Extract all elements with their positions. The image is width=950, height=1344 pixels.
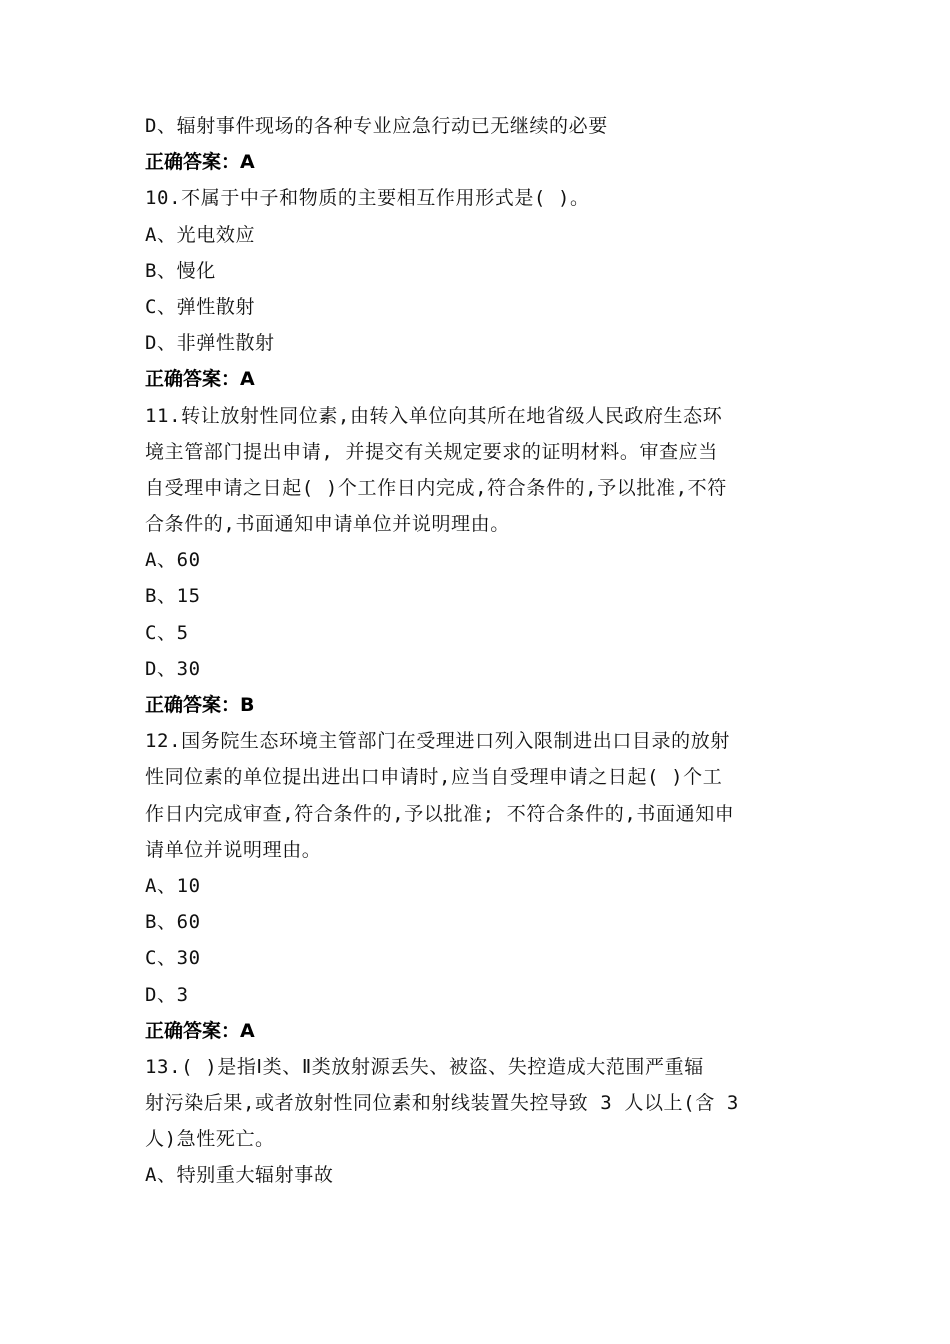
correct-answer: 正确答案：A [145,1019,255,1042]
option-text: A、10 [145,874,201,897]
option-text: D、30 [145,657,201,680]
option-text: D、辐射事件现场的各种专业应急行动已无继续的必要 [145,115,608,137]
option-text: A、60 [145,549,201,572]
question-text: 11.转让放射性同位素,由转入单位向其所在地省级人民政府生态环 [145,404,723,427]
option-text: D、非弹性散射 [145,332,275,355]
question-text: 自受理申请之日起( )个工作日内完成,符合条件的,予以批准,不符 [145,476,727,499]
option-text: D、3 [145,983,189,1006]
question-text: 请单位并说明理由。 [145,838,322,861]
question-text: 13.( )是指Ⅰ类、Ⅱ类放射源丢失、被盗、失控造成大范围严重辐 [145,1055,704,1078]
question-text: 性同位素的单位提出进出口申请时,应当自受理申请之日起( )个工 [145,766,723,789]
option-text: A、光电效应 [145,223,256,246]
option-text: B、15 [145,585,201,608]
correct-answer: 正确答案：A [145,368,255,391]
option-text: B、慢化 [145,259,216,282]
question-text: 10.不属于中子和物质的主要相互作用形式是( )。 [145,187,590,210]
correct-answer: 正确答案：B [145,694,255,716]
correct-answer: 正确答案：A [145,151,255,174]
option-text: C、30 [145,947,201,970]
question-text: 12.国务院生态环境主管部门在受理进口列入限制进出口目录的放射 [145,730,730,753]
question-text: 作日内完成审查,符合条件的,予以批准; 不符合条件的,书面通知申 [145,802,735,825]
option-text: C、5 [145,621,189,644]
question-text: 境主管部门提出申请, 并提交有关规定要求的证明材料。审查应当 [145,440,718,463]
document-body [145,108,810,1194]
option-text: B、60 [145,911,201,934]
question-text: 人)急性死亡。 [145,1128,275,1151]
question-text: 射污染后果,或者放射性同位素和射线装置失控导致 3 人以上(含 3 [145,1092,739,1115]
question-text: 合条件的,书面通知申请单位并说明理由。 [145,513,510,536]
option-text: C、弹性散射 [145,295,256,318]
option-text: A、特别重大辐射事故 [145,1164,334,1187]
